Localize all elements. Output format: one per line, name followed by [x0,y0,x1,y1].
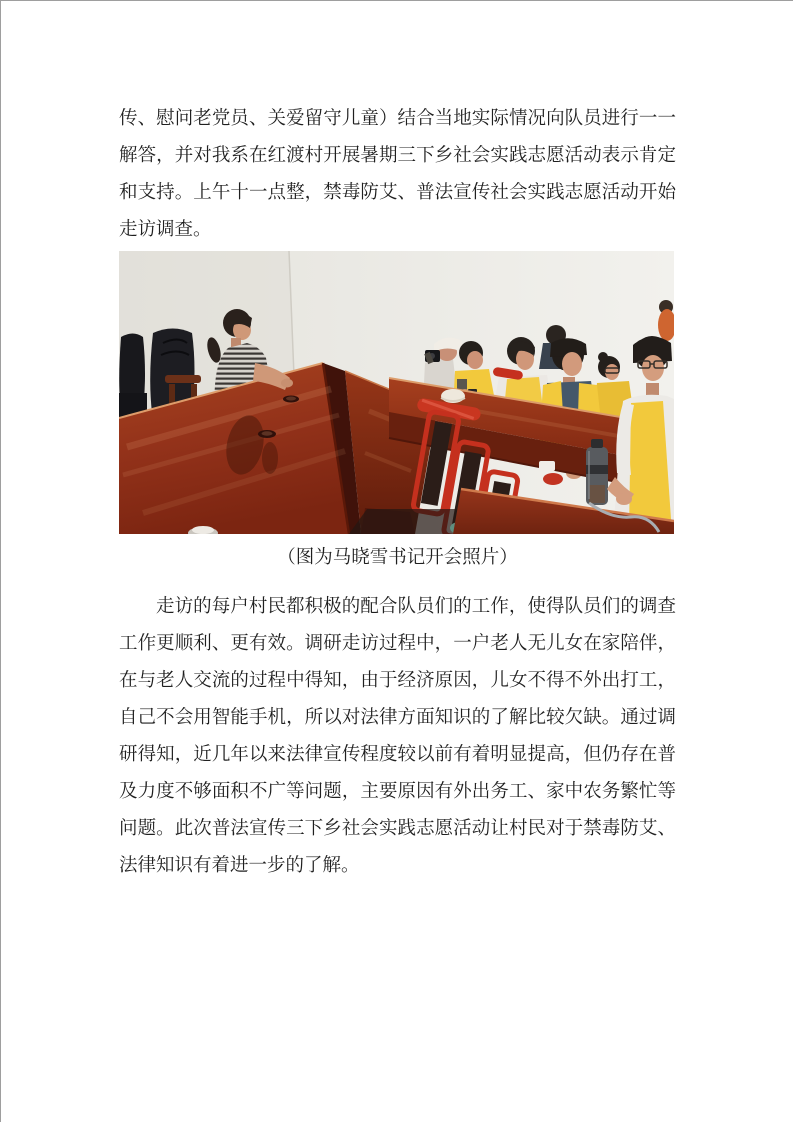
floor-shadow [349,509,464,534]
meeting-photo [119,251,674,534]
white-box [539,461,555,471]
red-pouch [543,473,563,485]
background-person-orange [658,300,674,341]
paragraph-2: 走访的每户村民都积极的配合队员们的工作，使得队员们的调查工作更顺利、更有效。调研走访过程中，一户老人无儿女在家陪伴，在与老人交流的过程中得知，由于经济原因，儿女不得不外出打工，自己不会用智能手机，所以对法律方面知识的了解比较欠缺。通过调研得知，近几年以来法律宣传程度较以前有着明显提高，但仍存在普及力度不够面积不广等问题，主要原因有外出务工、家中农务繁忙等问题。此次普法宣传三下乡社会实践志愿活动让村民对于禁毒防艾、法律知识有着进一步的了解。 [119,597,676,876]
page-content [119,1,676,885]
meeting-photo-illustration [119,251,674,534]
paragraph-1: 传、慰问老党员、关爱留守儿童）结合当地实际情况向队员进行一一解答，并对我系在红渡村开展暑期三下乡社会实践志愿活动表示肯定和支持。上午十一点整，禁毒防艾、普法宣传社会实践志愿活动开始走访调查。 [119,109,676,240]
chair-armrest [165,375,201,383]
photo-caption: （图为马晓雪书记开会照片） [277,548,518,568]
